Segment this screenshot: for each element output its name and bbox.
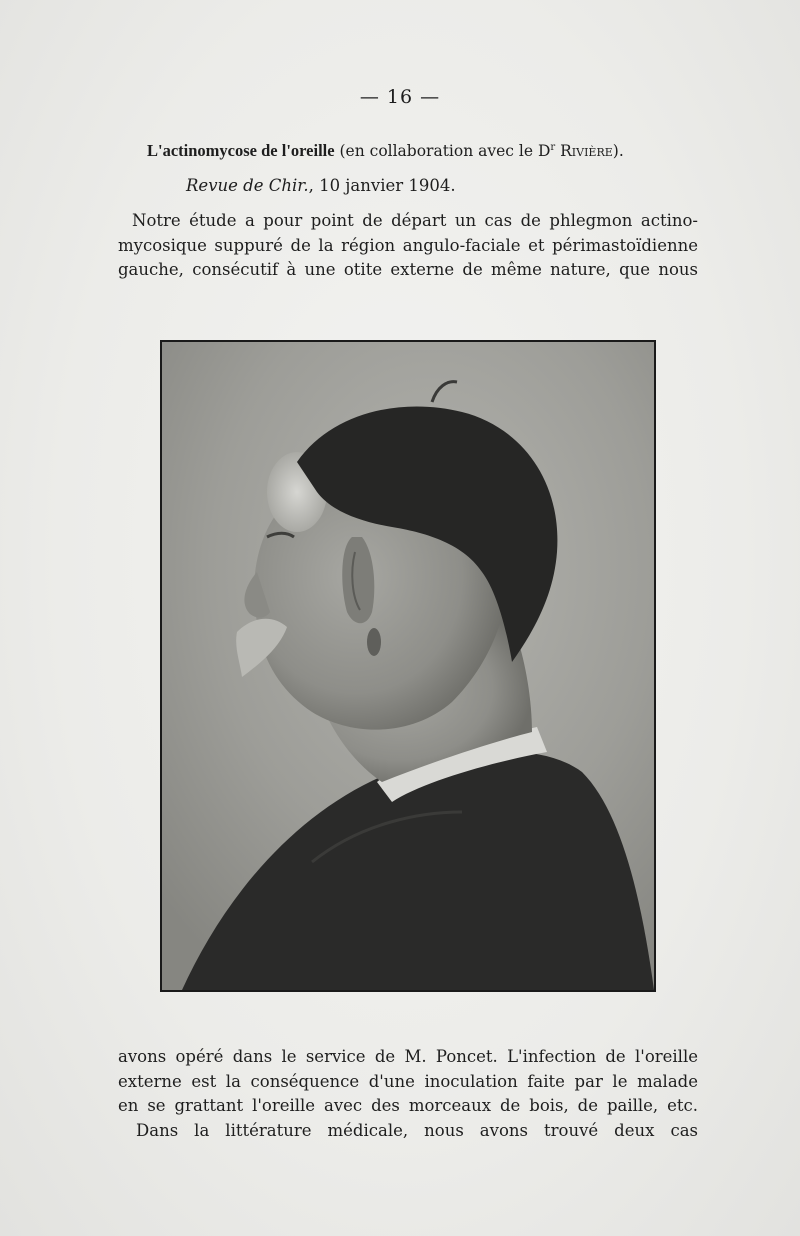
text-line: mycosique suppuré de la région angulo-faciale et périmastoïdienne	[118, 235, 698, 255]
portrait-image	[162, 342, 654, 990]
journal-name: Revue de Chir.	[186, 176, 309, 195]
heading-collab-name: Rivière	[555, 142, 613, 160]
section-heading	[147, 141, 747, 161]
heading-collab-prefix: (en collaboration avec le D	[334, 142, 551, 160]
heading-collab-suffix: ).	[612, 142, 624, 160]
paragraph-intro	[118, 209, 698, 283]
text-line: externe est la conséquence d'une inoculation faite par le malade	[118, 1071, 698, 1091]
text-line: Dans la littérature médicale, nous avons trouvé deux cas	[136, 1120, 698, 1140]
text-line: gauche, consécutif à une otite externe de même nature, que nous	[118, 260, 698, 279]
heading-collab-sup: r	[550, 141, 556, 153]
journal-citation	[186, 176, 456, 195]
portrait-photograph	[160, 340, 656, 992]
journal-date: , 10 janvier 1904.	[308, 176, 456, 195]
text-line: avons opéré dans le service de M. Poncet. L'infection de l'oreille	[118, 1047, 698, 1066]
text-line: en se grattant l'oreille avec des morceaux de bois, de paille, etc.	[118, 1096, 698, 1115]
heading-title: L'actinomycose de l'oreille	[147, 141, 335, 160]
text-line: Notre étude a pour point de départ un cas de phlegmon actino-	[132, 211, 698, 230]
page-number: — 16 —	[359, 86, 441, 108]
paragraph-continuation	[118, 1045, 698, 1143]
